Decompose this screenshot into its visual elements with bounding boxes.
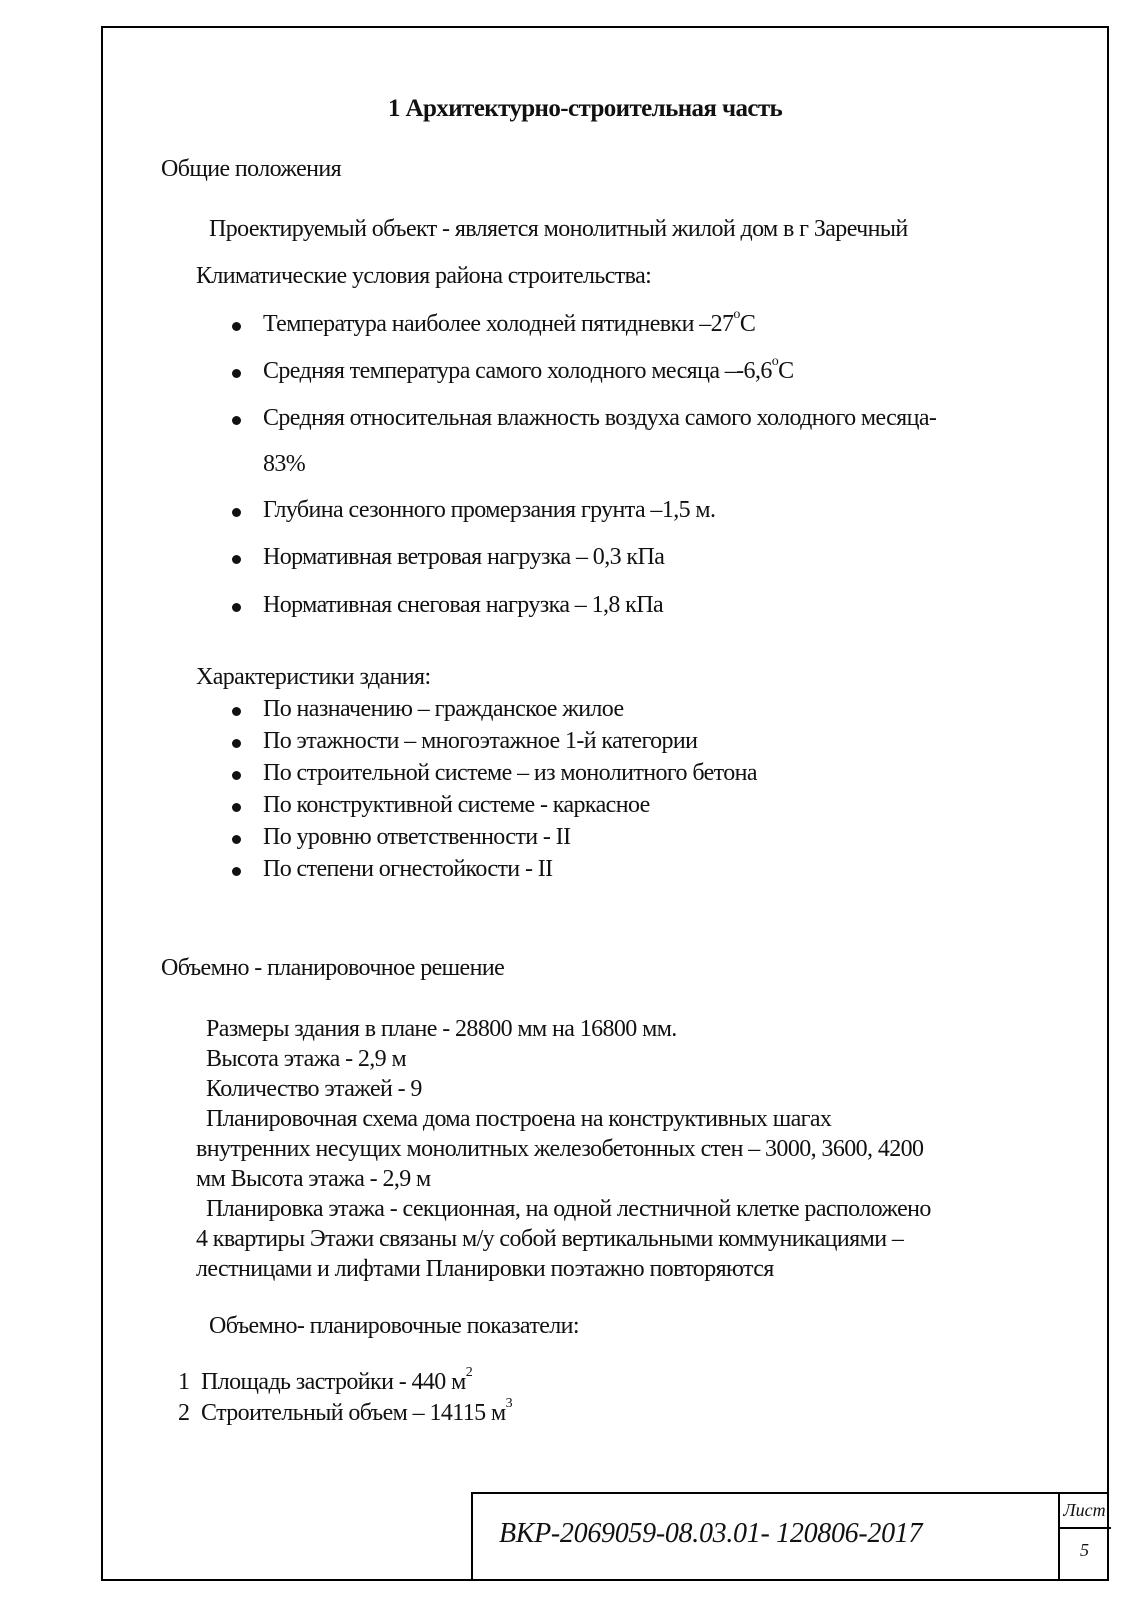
- planning-line: лестницами и лифтами Планировки поэтажно повторяются: [196, 1256, 774, 1282]
- sheet-number: 5: [1080, 1540, 1089, 1560]
- building-item: По уровню ответственности - II: [263, 824, 571, 850]
- building-item: По конструктивной системе - каркасное: [263, 792, 650, 818]
- planning-heading: Объемно - планировочное решение: [161, 955, 505, 981]
- planning-line: Размеры здания в плане - 28800 мм на 16800 мм.: [206, 1016, 677, 1042]
- document-code: ВКР-2069059-08.03.01- 120806-2017: [499, 1518, 923, 1549]
- climate-item: Глубина сезонного промерзания грунта –1,5 м.: [263, 497, 716, 523]
- indicator-number: 1: [178, 1369, 190, 1395]
- object-description: Проектируемый объект - является монолитный жилой дом в г Заречный: [209, 216, 908, 242]
- general-heading: Общие положения: [161, 156, 342, 182]
- bullet: [232, 603, 241, 612]
- bullet: [232, 707, 241, 716]
- bullet: [232, 739, 241, 748]
- indicator-item: Строительный объем – 14115 $м^3$: [201, 1396, 512, 1426]
- planning-line: Планировка этажа - секционная, на одной лестничной клетке расположено: [206, 1196, 931, 1222]
- climate-item: Нормативная ветровая нагрузка – 0,3 кПа: [263, 544, 665, 570]
- bullet: [232, 803, 241, 812]
- title-block-divider: [1058, 1527, 1111, 1529]
- section-title: 1 Архитектурно-строительная часть: [388, 95, 783, 122]
- planning-line: Высота этажа - 2,9 м: [206, 1046, 407, 1072]
- building-item: По степени огнестойкости - II: [263, 856, 553, 882]
- indicator-number: 2: [178, 1400, 190, 1426]
- bullet: [232, 555, 241, 564]
- sheet-label: Лист: [1063, 1500, 1106, 1520]
- building-heading: Характеристики здания:: [196, 664, 431, 690]
- climate-item: Нормативная снеговая нагрузка – 1,8 кПа: [263, 592, 664, 618]
- bullet: [232, 867, 241, 876]
- indicator-item: Площадь застройки - 440 $м^2$: [201, 1365, 473, 1395]
- bullet: [232, 369, 241, 378]
- bullet: [232, 835, 241, 844]
- bullet: [232, 322, 241, 331]
- climate-item: Средняя температура самого холодного месяца $--6,6^оС$: [263, 354, 794, 384]
- bullet: [232, 508, 241, 517]
- climate-heading: Климатические условия района строительства:: [196, 263, 652, 289]
- planning-line: Количество этажей - 9: [206, 1076, 422, 1102]
- title-block: [471, 1492, 1109, 1581]
- climate-item: Средняя относительная влажность воздуха самого холодного месяца-: [263, 405, 937, 431]
- planning-line: Планировочная схема дома построена на конструктивных шагах: [206, 1106, 832, 1132]
- climate-item: Температура наиболее холодней пятидневки $-27^оС$: [263, 307, 756, 337]
- indicators-heading: Объемно- планировочные показатели:: [209, 1313, 579, 1339]
- planning-line: 4 квартиры Этажи связаны м/у собой вертикальными коммуникациями –: [196, 1226, 904, 1252]
- building-item: По назначению – гражданское жилое: [263, 696, 624, 722]
- climate-item-continuation: 83%: [263, 451, 306, 477]
- bullet: [232, 416, 241, 425]
- planning-line: внутренних несущих монолитных железобетонных стен – 3000, 3600, 4200: [196, 1136, 924, 1162]
- bullet: [232, 771, 241, 780]
- planning-line: мм Высота этажа - 2,9 м: [196, 1166, 431, 1192]
- building-item: По строительной системе – из монолитного бетона: [263, 760, 757, 786]
- building-item: По этажности – многоэтажное 1-й категории: [263, 728, 698, 754]
